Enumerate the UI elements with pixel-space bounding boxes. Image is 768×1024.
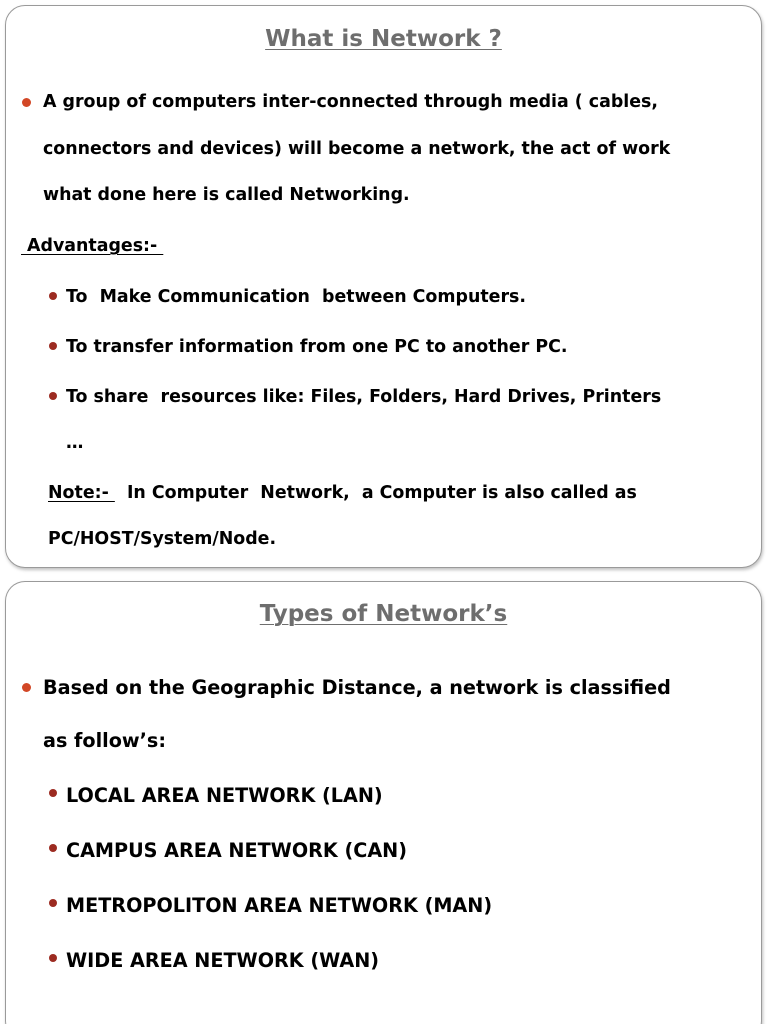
list-item: To transfer information from one PC to another PC. bbox=[66, 337, 568, 357]
list-item: METROPOLITON AREA NETWORK (MAN) bbox=[66, 894, 493, 917]
slide-title: Types of Network’s bbox=[259, 601, 508, 627]
bullet-icon bbox=[49, 292, 57, 300]
slide-what-is-network bbox=[5, 5, 762, 568]
body-text-line: as follow’s: bbox=[43, 729, 167, 752]
list-item: WIDE AREA NETWORK (WAN) bbox=[66, 949, 380, 972]
body-text-line: A group of computers inter-connected through media ( cables, bbox=[43, 92, 659, 112]
list-item: LOCAL AREA NETWORK (LAN) bbox=[66, 784, 383, 807]
slide-title: What is Network ? bbox=[265, 26, 502, 52]
advantages-heading: Advantages:- bbox=[21, 236, 164, 256]
bullet-icon bbox=[49, 789, 57, 797]
bullet-icon bbox=[49, 954, 57, 962]
note-text-continuation: PC/HOST/System/Node. bbox=[48, 529, 277, 549]
body-text-line: Based on the Geographic Distance, a network is classified bbox=[43, 676, 671, 699]
list-item-continuation: … bbox=[66, 433, 84, 453]
note-line bbox=[48, 483, 637, 503]
list-item: CAMPUS AREA NETWORK (CAN) bbox=[66, 839, 408, 862]
note-label: Note:- bbox=[48, 483, 115, 503]
note-text: In Computer Network, a Computer is also called as bbox=[114, 483, 637, 503]
body-text-line: connectors and devices) will become a network, the act of work bbox=[43, 139, 671, 159]
body-text-line: what done here is called Networking. bbox=[43, 185, 410, 205]
bullet-icon bbox=[49, 899, 57, 907]
list-item: To Make Communication between Computers. bbox=[66, 287, 526, 307]
bullet-icon bbox=[49, 342, 57, 350]
bullet-icon bbox=[22, 683, 31, 692]
bullet-icon bbox=[49, 844, 57, 852]
list-item: To share resources like: Files, Folders, Hard Drives, Printers bbox=[66, 387, 662, 407]
bullet-icon bbox=[22, 98, 31, 107]
slide-types-of-networks bbox=[5, 581, 762, 1024]
bullet-icon bbox=[49, 392, 57, 400]
